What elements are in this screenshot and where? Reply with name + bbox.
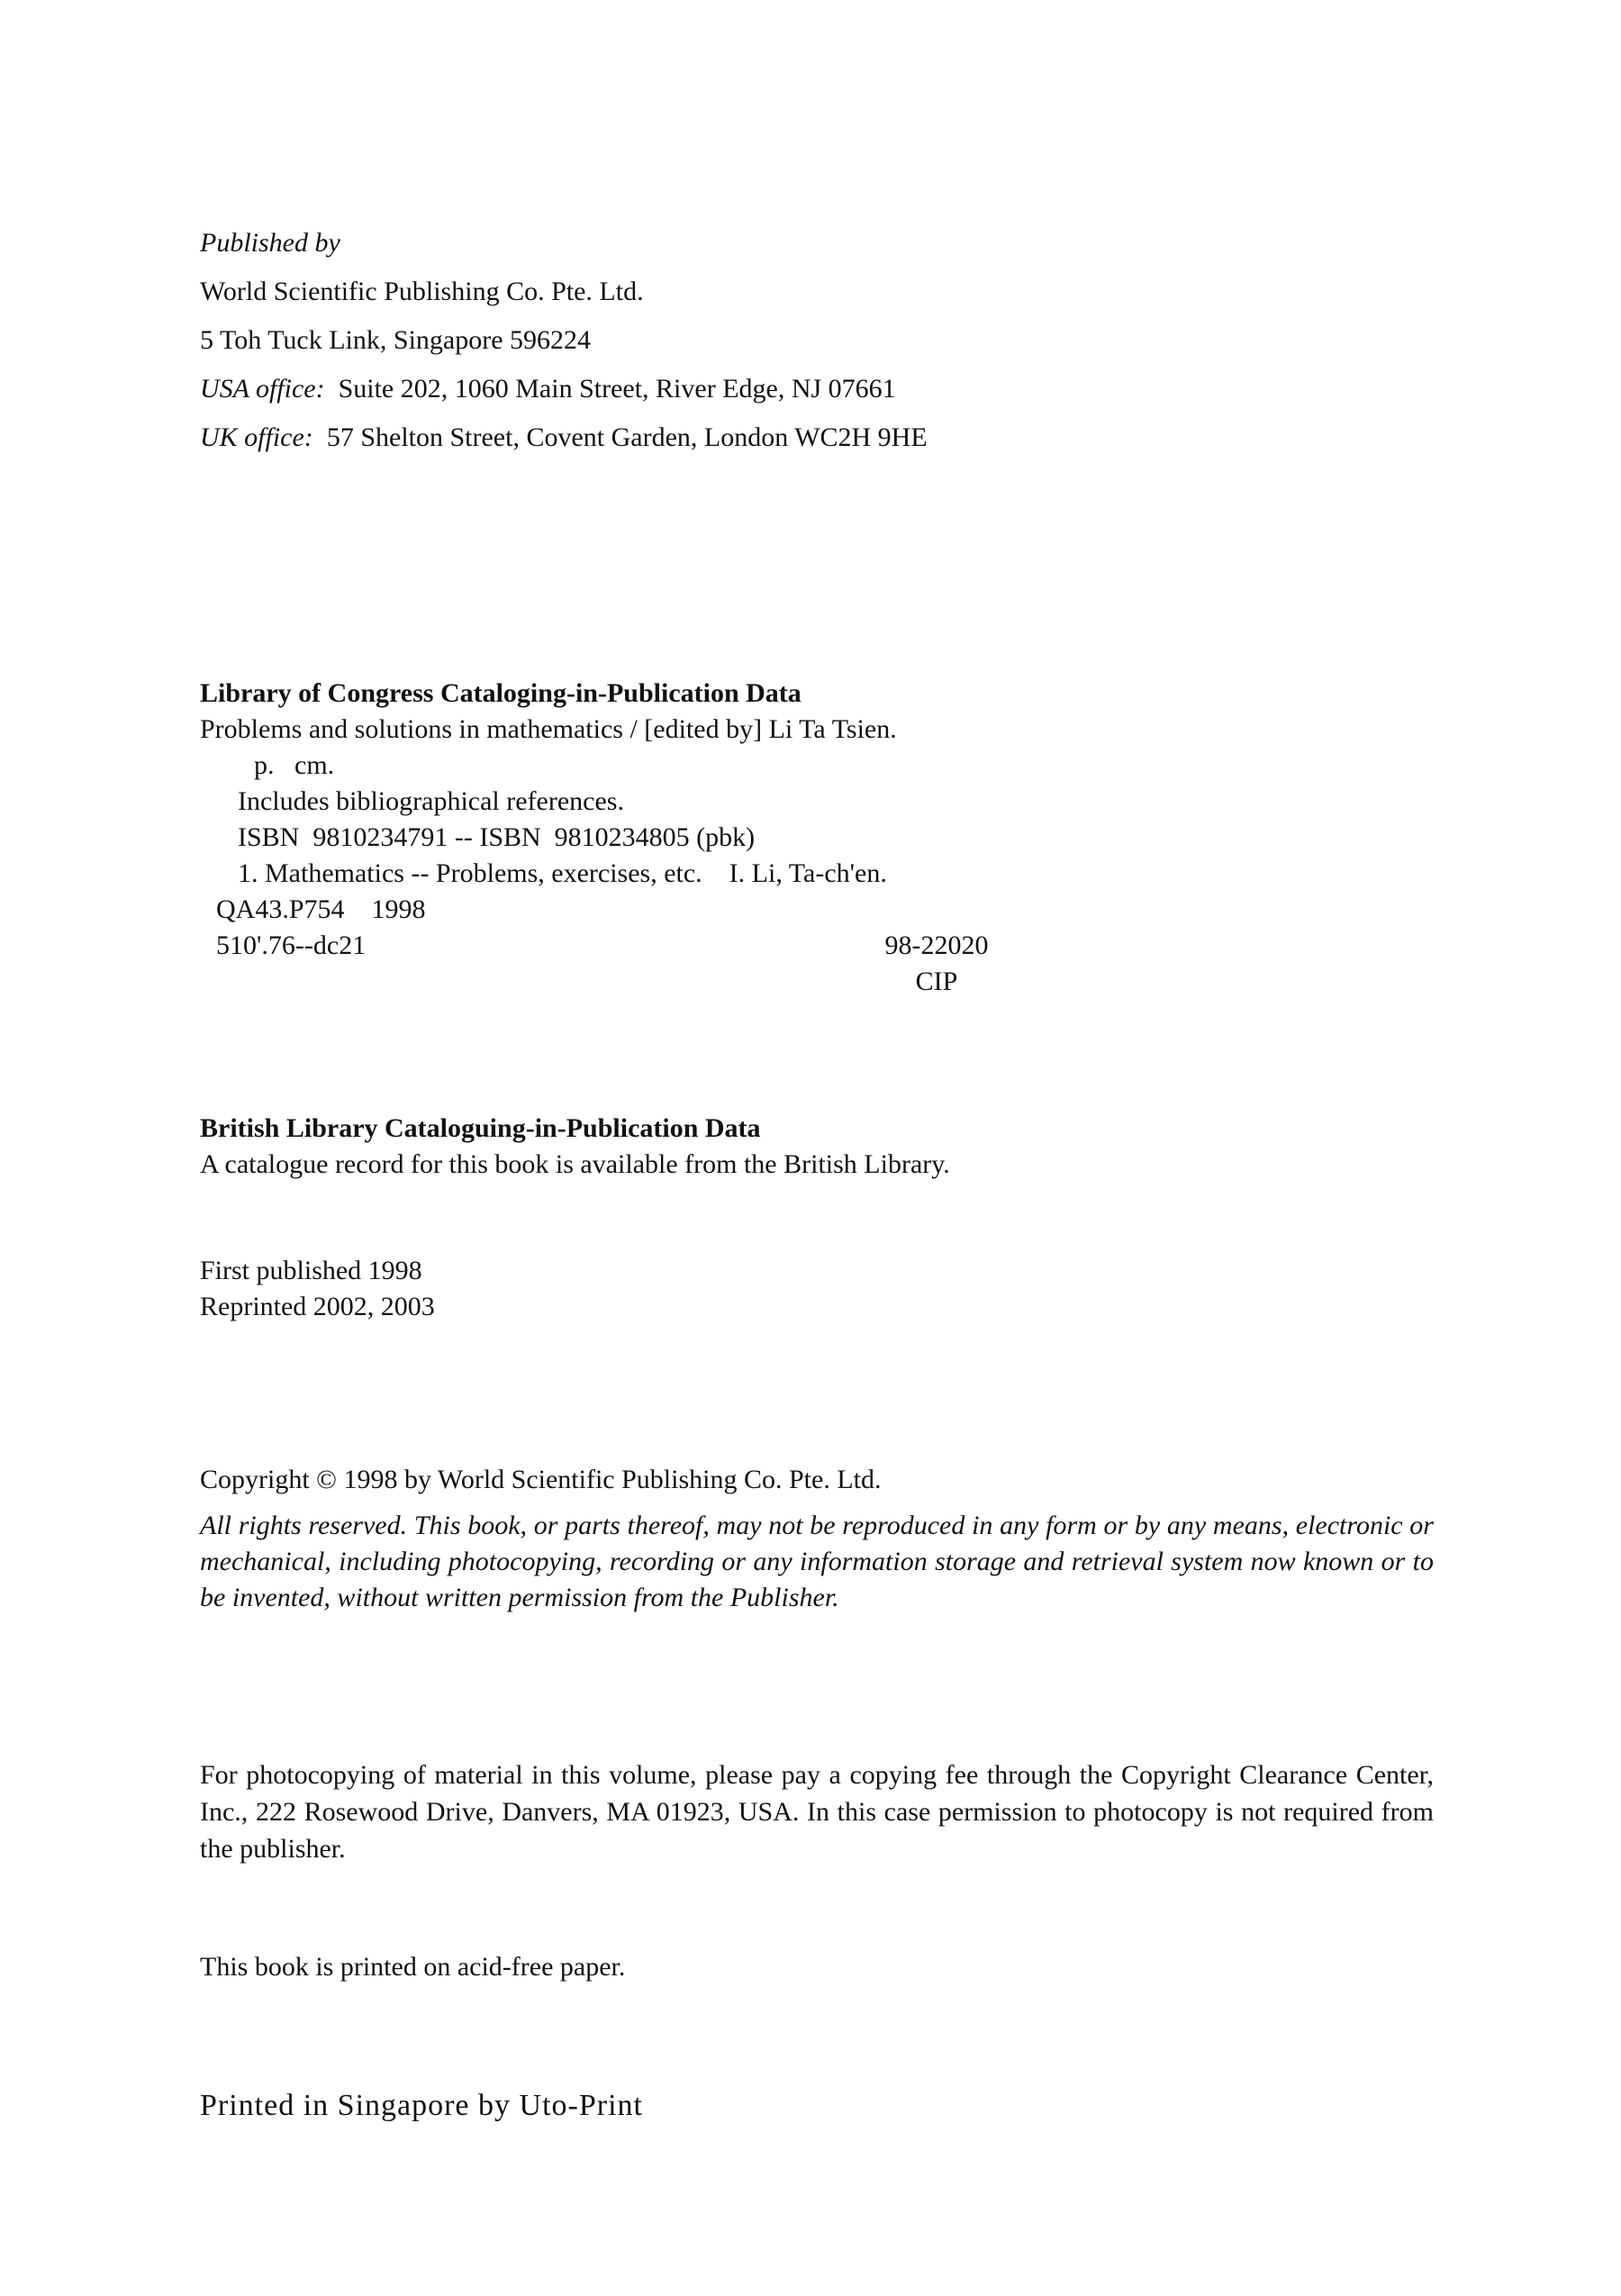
uk-office-label: UK office:	[200, 422, 313, 452]
photocopy-block	[200, 1756, 1434, 1867]
loc-subject-b: I. Li, Ta-ch'en.	[729, 858, 887, 888]
loc-pages-line: p. cm.	[254, 750, 335, 780]
copyright-block	[200, 1461, 1434, 1616]
usa-office-line	[200, 365, 1434, 413]
printed-in-block	[200, 2088, 1434, 2124]
usa-office-address: Suite 202, 1060 Main Street, River Edge, NJ 07661	[338, 374, 896, 404]
loc-lccn: 98-22020	[884, 930, 989, 960]
loc-cip-heading: Library of Congress Cataloging-in-Publication Data	[200, 678, 801, 708]
rights-statement: All rights reserved. This book, or parts thereof, may not be reproduced in any form or by any means, electronic or mechanical, including photocopying, recording or any information storage and retrieval system now known or to be invented, without written permission from the Publisher.	[200, 1511, 1434, 1612]
loc-cip-block	[200, 676, 1434, 1000]
loc-cip-mark: CIP	[915, 966, 958, 996]
loc-title-line: Problems and solutions in mathematics / [edited by] Li Ta Tsien.	[200, 714, 897, 744]
first-published: First published 1998	[200, 1256, 422, 1285]
loc-classification-line: QA43.P754 1998	[216, 894, 426, 924]
uk-office-line	[200, 413, 1434, 462]
loc-bibliography-line: Includes bibliographical references.	[238, 786, 624, 816]
acid-free-text: This book is printed on acid-free paper.	[200, 1952, 626, 1982]
printing-history-block	[200, 1253, 1434, 1325]
reprinted: Reprinted 2002, 2003	[200, 1292, 435, 1321]
published-by-label: Published by	[200, 228, 340, 258]
loc-subject-a: 1. Mathematics -- Problems, exercises, etc.	[238, 858, 702, 888]
british-library-text: A catalogue record for this book is available from the British Library.	[200, 1149, 950, 1179]
british-library-heading: British Library Cataloguing-in-Publication Data	[200, 1113, 761, 1143]
loc-isbn-line: ISBN 9810234791 -- ISBN 9810234805 (pbk)	[238, 822, 756, 852]
publisher-block	[200, 219, 1434, 462]
acid-free-block	[200, 1949, 1434, 1985]
loc-cip-line	[200, 964, 1434, 1000]
printed-in-text: Printed in Singapore by Uto-Print	[200, 2089, 643, 2122]
loc-subject-line	[200, 856, 1434, 892]
loc-cip-spacer	[216, 964, 847, 1000]
british-library-block	[200, 1111, 1434, 1183]
photocopy-text: For photocopying of material in this volume, please pay a copying fee through the Copyright Clearance Center, Inc., 222 Rosewood Drive, Danvers, MA 01923, USA. In this case permission to photocopy is not required from the publisher.	[200, 1760, 1434, 1864]
loc-dewey: 510'.76--dc21	[216, 930, 367, 960]
usa-office-label: USA office:	[200, 374, 325, 404]
uk-office-address: 57 Shelton Street, Covent Garden, London WC2H 9HE	[326, 422, 928, 452]
publisher-name: World Scientific Publishing Co. Pte. Ltd.	[200, 277, 644, 306]
loc-dewey-line	[200, 928, 1434, 964]
copyright-notice: Copyright © 1998 by World Scientific Publishing Co. Pte. Ltd.	[200, 1465, 882, 1494]
publisher-address: 5 Toh Tuck Link, Singapore 596224	[200, 325, 592, 355]
